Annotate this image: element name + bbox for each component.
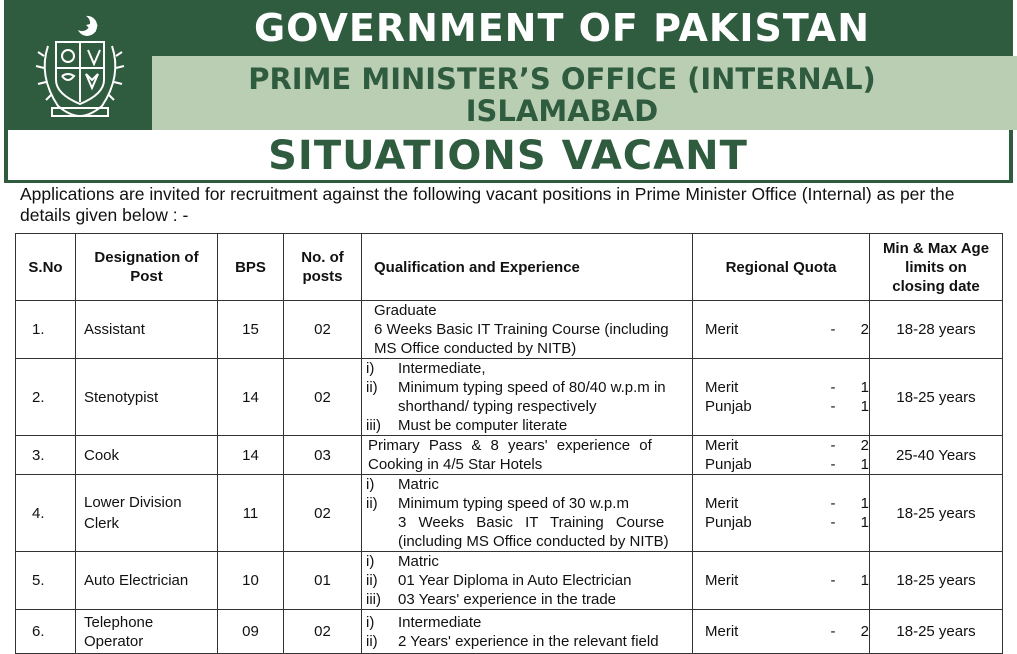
header-qualification: Qualification and Experience <box>362 234 693 301</box>
table-row <box>16 610 1003 654</box>
cell-bps: 14 <box>218 359 284 436</box>
cell-post: Cook <box>76 436 218 475</box>
qual-text: Intermediate <box>398 613 482 631</box>
qual-item <box>366 378 692 397</box>
qual-text: Matric <box>398 553 439 570</box>
header-posts: No. of posts <box>284 234 362 301</box>
quota-dash: - <box>830 379 836 396</box>
office-city: ISLAMABAD <box>465 94 659 128</box>
qual-item <box>366 613 692 632</box>
header-bps: BPS <box>218 234 284 301</box>
table-row <box>16 436 1003 475</box>
cell-bps: 10 <box>218 552 284 610</box>
cell-age: 18-25 years <box>870 552 1003 610</box>
quota-dash: - <box>830 398 836 415</box>
qual-item <box>366 475 692 494</box>
cell-age: 18-25 years <box>870 475 1003 552</box>
cell-posts: 02 <box>284 359 362 436</box>
cell-post <box>76 475 218 552</box>
quota-row <box>705 378 869 397</box>
qual-text: Minimum typing speed of 80/40 w.p.m in <box>398 379 666 396</box>
qual-item <box>366 571 692 590</box>
qual-number: i) <box>366 476 375 493</box>
qual-item <box>366 513 692 532</box>
cell-age: 18-28 years <box>870 301 1003 359</box>
post-line: Lower Division <box>84 494 182 511</box>
quota-name: Merit <box>705 623 739 640</box>
cell-qualification <box>362 475 693 552</box>
cell-bps: 15 <box>218 301 284 359</box>
quota-row <box>705 622 869 641</box>
qual-text: Matric <box>398 476 439 493</box>
qual-item <box>366 397 692 416</box>
quota-value: 1 <box>860 514 869 531</box>
header-quota: Regional Quota <box>693 234 870 301</box>
cell-quota <box>693 359 870 436</box>
office-band <box>152 56 1017 130</box>
quota-value: 1 <box>860 495 869 512</box>
cell-sno: 4. <box>16 475 76 552</box>
quota-dash: - <box>830 321 836 338</box>
post-line: Telephone <box>84 613 154 631</box>
cell-age: 18-25 years <box>870 359 1003 436</box>
cell-bps: 09 <box>218 610 284 654</box>
qual-number: i) <box>366 613 375 631</box>
quota-dash: - <box>830 437 836 454</box>
table-row <box>16 552 1003 610</box>
qual-number: ii) <box>366 379 378 396</box>
qual-text: 3 Weeks Basic IT Training Course <box>398 514 665 531</box>
cell-qualification <box>362 436 693 475</box>
cell-posts: 02 <box>284 475 362 552</box>
qual-line: Graduate <box>374 302 437 319</box>
header-designation: Designation of Post <box>76 234 218 301</box>
cell-quota <box>693 610 870 654</box>
quota-row <box>705 320 869 339</box>
quota-value: 1 <box>860 572 869 589</box>
cell-quota <box>693 552 870 610</box>
intro-paragraph: Applications are invited for recruitment against the following vacant positions in Prime Minister Office (Internal) as per the details given below : - <box>20 184 955 225</box>
quota-row <box>705 513 869 532</box>
cell-posts: 01 <box>284 552 362 610</box>
cell-quota <box>693 436 870 475</box>
qual-line: MS Office conducted by NITB) <box>374 340 577 357</box>
qual-item <box>366 359 692 378</box>
qual-text: shorthand/ typing respectively <box>398 398 597 415</box>
cell-sno: 3. <box>16 436 76 475</box>
qual-text: Intermediate, <box>398 360 486 377</box>
quota-value: 2 <box>860 437 869 454</box>
situations-vacant-title: SITUATIONS VACANT <box>268 133 748 179</box>
table-row <box>16 359 1003 436</box>
cell-age: 18-25 years <box>870 610 1003 654</box>
qual-number <box>366 397 398 416</box>
quota-name: Merit <box>705 495 739 512</box>
quota-name: Merit <box>705 321 739 338</box>
quota-dash: - <box>830 572 836 589</box>
quota-value: 1 <box>860 398 869 415</box>
quota-name: Merit <box>705 437 739 454</box>
qual-text: 01 Year Diploma in Auto Electrician <box>398 572 632 589</box>
cell-sno: 5. <box>16 552 76 610</box>
cell-post: Auto Electrician <box>76 552 218 610</box>
quota-value: 1 <box>860 379 869 396</box>
cell-age: 25-40 Years <box>870 436 1003 475</box>
cell-qualification <box>362 610 693 654</box>
cell-sno: 1. <box>16 301 76 359</box>
quota-row <box>705 455 869 474</box>
qual-number: ii) <box>366 632 378 650</box>
table-row <box>16 301 1003 359</box>
qual-line: Cooking in 4/5 Star Hotels <box>368 456 543 473</box>
situations-vacant-band <box>4 130 1013 180</box>
cell-post: Stenotypist <box>76 359 218 436</box>
office-name: PRIME MINISTER’S OFFICE (INTERNAL) <box>248 62 876 96</box>
qual-item <box>366 494 692 513</box>
quota-row <box>705 397 869 416</box>
cell-quota <box>693 301 870 359</box>
cell-posts: 02 <box>284 610 362 654</box>
quota-dash: - <box>830 456 836 473</box>
government-title: GOVERNMENT OF PAKISTAN <box>253 6 871 50</box>
quota-row <box>705 494 869 513</box>
quota-value: 2 <box>860 321 869 338</box>
qual-number <box>366 532 398 551</box>
qual-number: iii) <box>366 417 381 434</box>
quota-name: Merit <box>705 379 739 396</box>
quota-row <box>705 436 869 455</box>
quota-row <box>705 571 869 590</box>
cell-bps: 14 <box>218 436 284 475</box>
divider <box>4 180 1013 183</box>
post-line: Clerk <box>84 515 120 532</box>
qual-item <box>366 590 692 609</box>
state-emblem-icon <box>22 6 138 126</box>
post-line: Operator <box>84 632 144 650</box>
cell-bps: 11 <box>218 475 284 552</box>
quota-name: Merit <box>705 572 739 589</box>
qual-text: 2 Years' experience in the relevant field <box>398 632 659 650</box>
table-row <box>16 475 1003 552</box>
cell-post: Assistant <box>76 301 218 359</box>
cell-sno: 2. <box>16 359 76 436</box>
qual-text: 03 Years' experience in the trade <box>398 591 617 608</box>
table-header-row <box>16 234 1003 301</box>
qual-number: ii) <box>366 495 378 512</box>
cell-sno: 6. <box>16 610 76 654</box>
qual-line: 6 Weeks Basic IT Training Course (including <box>374 321 669 338</box>
quota-name: Punjab <box>705 514 752 531</box>
qual-number: i) <box>366 360 375 377</box>
cell-qualification <box>362 301 693 359</box>
qual-number: ii) <box>366 572 378 589</box>
cell-post <box>76 610 218 654</box>
cell-quota <box>693 475 870 552</box>
qual-item <box>366 552 692 571</box>
quota-value: 2 <box>860 623 869 640</box>
cell-qualification <box>362 359 693 436</box>
qual-number <box>366 513 398 532</box>
quota-dash: - <box>830 514 836 531</box>
qual-item <box>366 632 692 651</box>
qual-text: Must be computer literate <box>398 417 568 434</box>
header-banner <box>4 0 1013 130</box>
cell-qualification <box>362 552 693 610</box>
cell-posts: 02 <box>284 301 362 359</box>
qual-number: i) <box>366 553 375 570</box>
quota-dash: - <box>830 623 836 640</box>
cell-posts: 03 <box>284 436 362 475</box>
qual-item <box>366 416 692 435</box>
qual-item <box>366 532 692 551</box>
qual-text: (including MS Office conducted by NITB) <box>398 533 669 550</box>
quota-value: 1 <box>860 456 869 473</box>
qual-number: iii) <box>366 591 381 608</box>
qual-text: Minimum typing speed of 30 w.p.m <box>398 495 629 512</box>
vacancies-table <box>15 233 1003 654</box>
quota-dash: - <box>830 495 836 512</box>
quota-name: Punjab <box>705 398 752 415</box>
header-age: Min & Max Age limits on closing date <box>870 234 1003 301</box>
qual-line: Primary Pass & 8 years' experience of <box>368 437 652 454</box>
quota-name: Punjab <box>705 456 752 473</box>
header-sno: S.No <box>16 234 76 301</box>
